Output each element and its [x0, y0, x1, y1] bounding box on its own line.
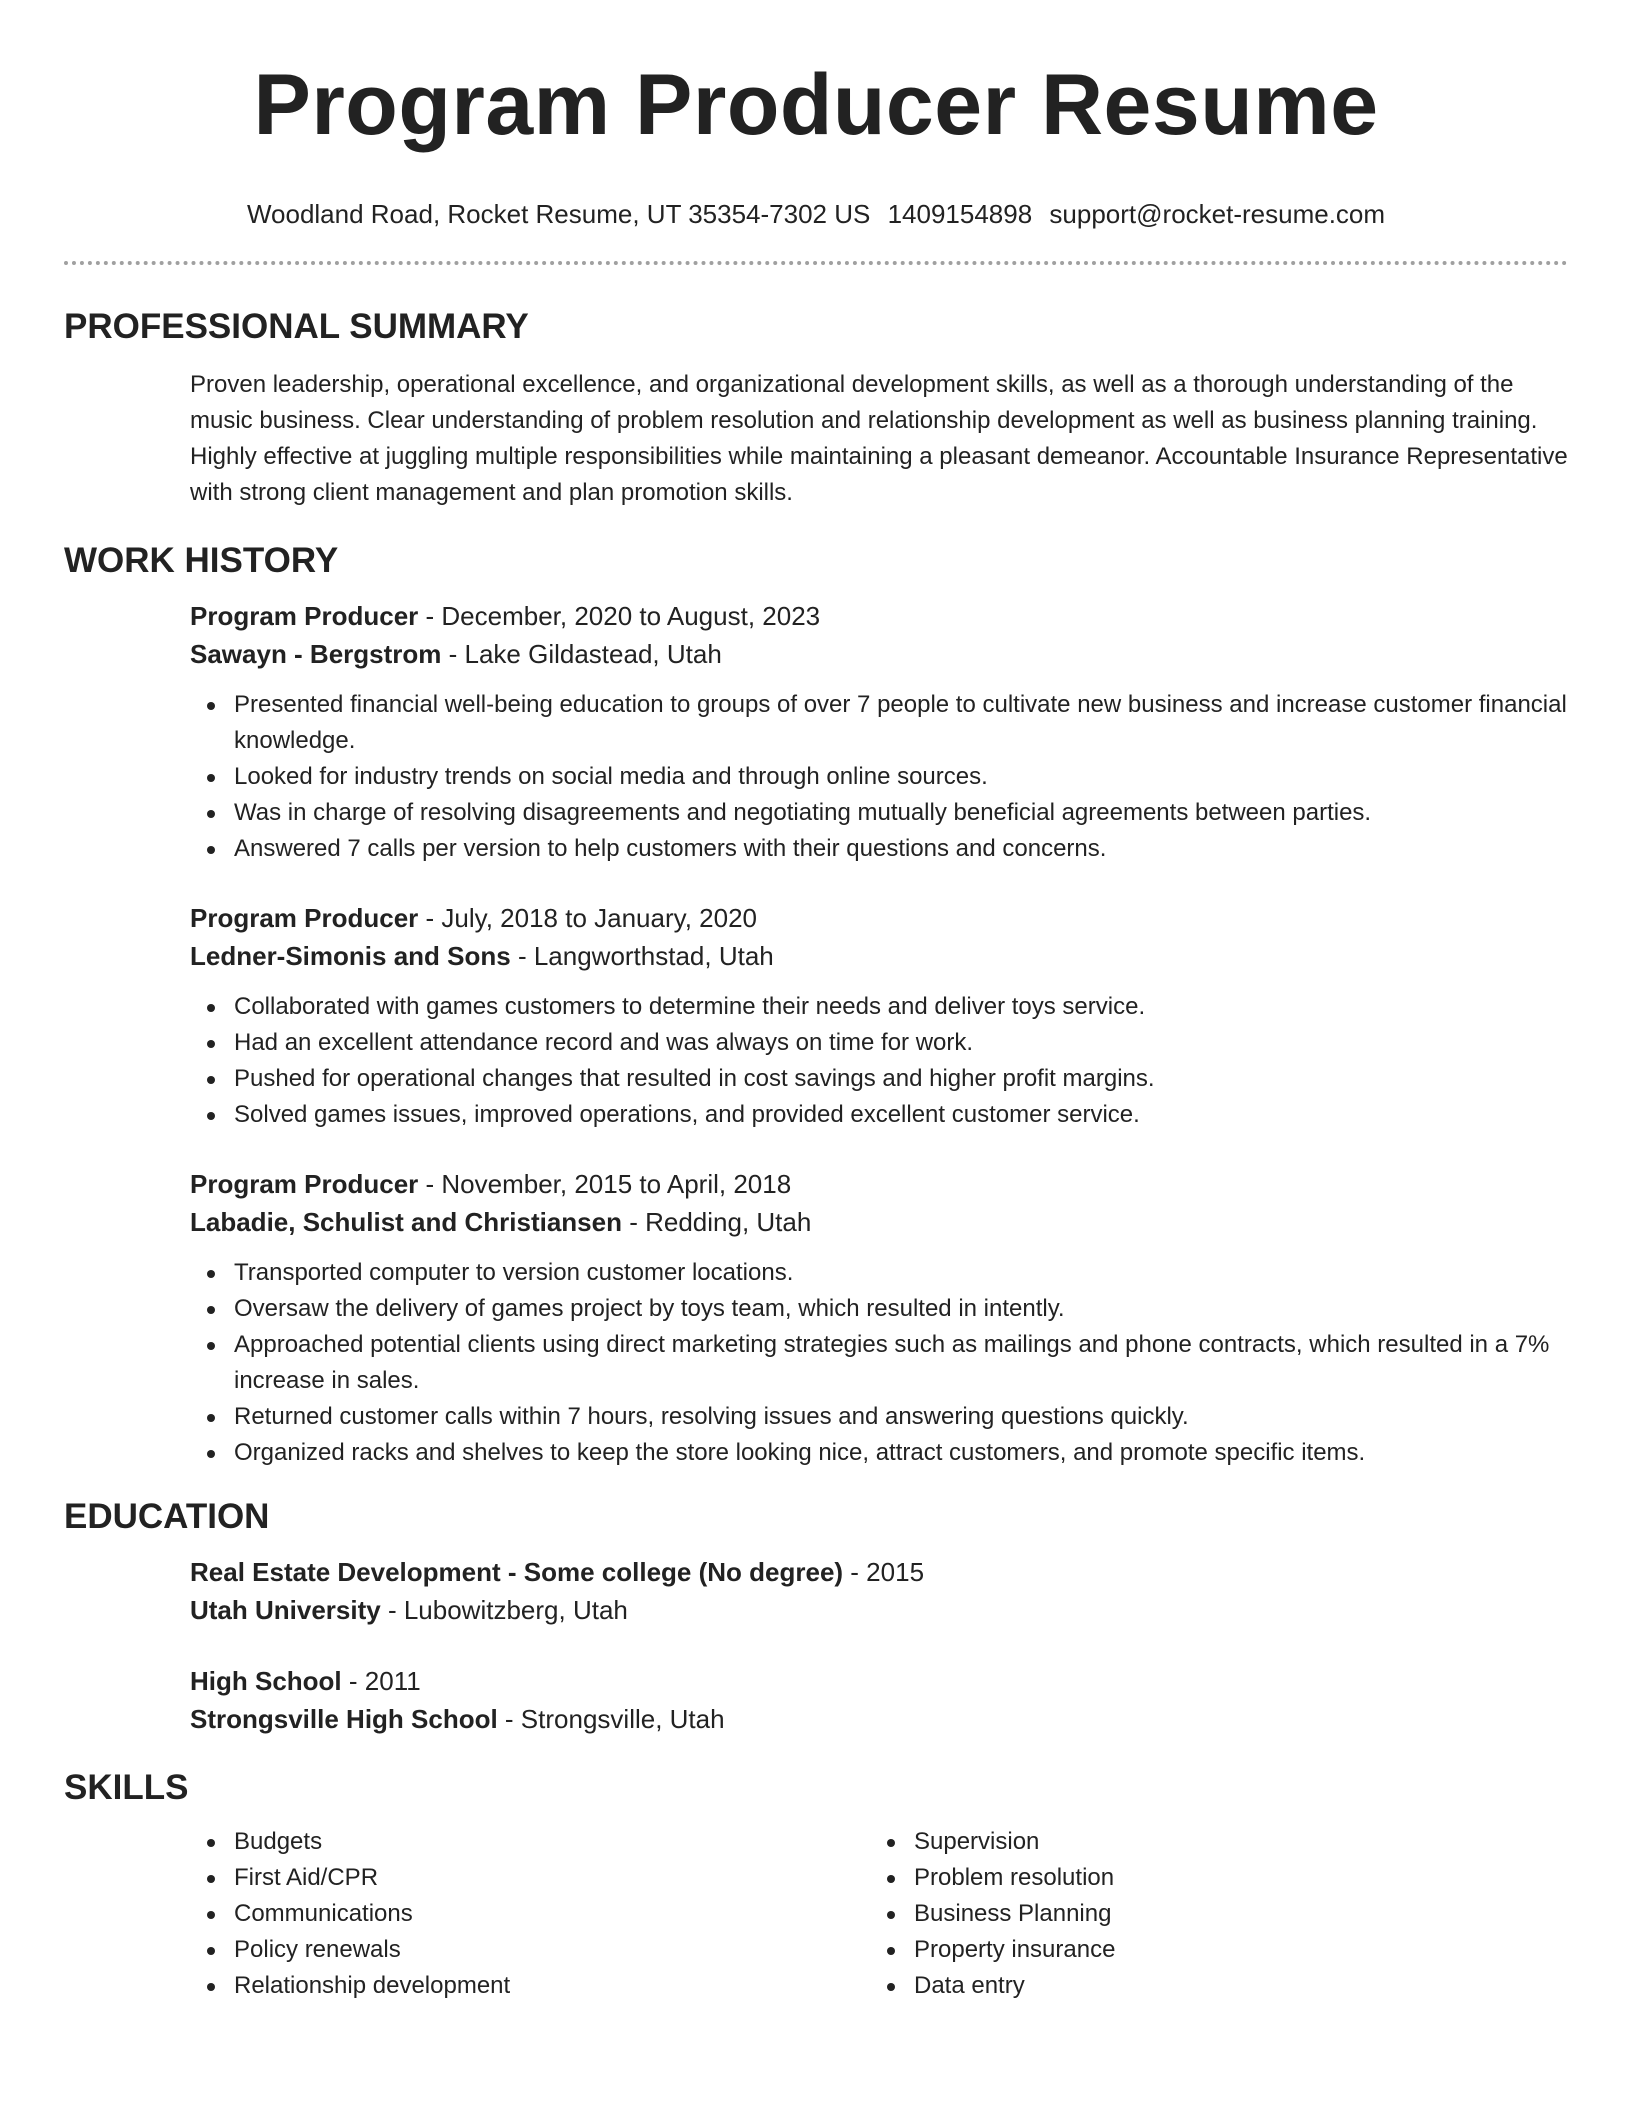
- job-title: Program Producer: [190, 1169, 419, 1199]
- education-school: Strongsville High School: [190, 1704, 498, 1734]
- skill-item: Policy renewals: [190, 1932, 870, 1968]
- contact-line: [64, 197, 1568, 231]
- skill-item: Supervision: [870, 1824, 1550, 1860]
- job-bullets: [190, 1255, 1568, 1471]
- job-company: Ledner-Simonis and Sons: [190, 941, 511, 971]
- education-degree: High School: [190, 1666, 342, 1696]
- contact-email: support@rocket-resume.com: [1049, 199, 1386, 229]
- job-company-line: [190, 1203, 1568, 1241]
- skill-item: Budgets: [190, 1824, 870, 1860]
- job-dates: - November, 2015 to April, 2018: [418, 1169, 792, 1199]
- list-item: Looked for industry trends on social media and through online sources.: [190, 759, 1568, 795]
- list-item: Was in charge of resolving disagreements and negotiating mutually beneficial agreements between parties.: [190, 795, 1568, 831]
- list-item: Answered 7 calls per version to help customers with their questions and concerns.: [190, 831, 1568, 867]
- summary-section: [64, 367, 1568, 511]
- skills-heading: SKILLS: [64, 1768, 189, 1807]
- list-item: Pushed for operational changes that resulted in cost savings and higher profit margins.: [190, 1061, 1568, 1097]
- job-entry: [64, 899, 1568, 1133]
- education-school-line: [190, 1700, 1568, 1738]
- list-item: Oversaw the delivery of games project by toys team, which resulted in intently.: [190, 1291, 1568, 1327]
- job-entry: [64, 597, 1568, 867]
- skill-item: Relationship development: [190, 1968, 870, 2004]
- header-divider: [64, 261, 1568, 265]
- list-item: Returned customer calls within 7 hours, resolving issues and answering questions quickly.: [190, 1399, 1568, 1435]
- list-item: Collaborated with games customers to determine their needs and deliver toys service.: [190, 989, 1568, 1025]
- job-entry: [64, 1165, 1568, 1471]
- list-item: Presented financial well-being education to groups of over 7 people to cultivate new business and increase customer financial knowledge.: [190, 687, 1568, 759]
- job-bullets: [190, 687, 1568, 867]
- list-item: Had an excellent attendance record and was always on time for work.: [190, 1025, 1568, 1061]
- skills-section: [64, 1824, 1568, 2004]
- list-item: Solved games issues, improved operations, and provided excellent customer service.: [190, 1097, 1568, 1133]
- education-degree-line: [190, 1662, 1568, 1700]
- job-title-line: [190, 1165, 1568, 1203]
- education-location: - Strongsville, Utah: [497, 1704, 725, 1734]
- summary-text: Proven leadership, operational excellence, and organizational development skills, as well as a thorough understanding of the music business. Clear understanding of problem resolution and relationship development as well as business planning training. Highly effective at juggling multiple responsibilities while maintaining a pleasant demeanor. Accountable Insurance Representative with strong client management and plan promotion skills.: [190, 371, 1568, 506]
- job-company: Labadie, Schulist and Christiansen: [190, 1207, 622, 1237]
- education-year: - 2015: [843, 1557, 925, 1587]
- job-location: - Redding, Utah: [621, 1207, 812, 1237]
- education-entry: [64, 1553, 1568, 1629]
- job-location: - Langworthstad, Utah: [510, 941, 774, 971]
- education-degree-line: [190, 1553, 1568, 1591]
- skill-item: Communications: [190, 1896, 870, 1932]
- job-title: Program Producer: [190, 903, 419, 933]
- education-entry: [64, 1662, 1568, 1738]
- skills-column-right: [870, 1824, 1550, 2004]
- contact-address: Woodland Road, Rocket Resume, UT 35354-7302 US: [246, 199, 871, 229]
- skill-item: Data entry: [870, 1968, 1550, 2004]
- job-company-line: [190, 635, 1568, 673]
- job-location: - Lake Gildastead, Utah: [441, 639, 722, 669]
- summary-heading: PROFESSIONAL SUMMARY: [64, 307, 529, 346]
- skill-item: Property insurance: [870, 1932, 1550, 1968]
- job-company-line: [190, 937, 1568, 975]
- list-item: Organized racks and shelves to keep the store looking nice, attract customers, and promote specific items.: [190, 1435, 1568, 1471]
- education-heading: EDUCATION: [64, 1497, 270, 1536]
- job-company: Sawayn - Bergstrom: [190, 639, 442, 669]
- education-degree: Real Estate Development - Some college (No degree): [190, 1557, 844, 1587]
- skill-item: Business Planning: [870, 1896, 1550, 1932]
- work-history-heading: WORK HISTORY: [64, 541, 339, 580]
- education-school-line: [190, 1591, 1568, 1629]
- education-year: - 2011: [341, 1666, 421, 1696]
- skills-column-left: [190, 1824, 870, 2004]
- education-school: Utah University: [190, 1595, 381, 1625]
- job-dates: - July, 2018 to January, 2020: [418, 903, 757, 933]
- job-dates: - December, 2020 to August, 2023: [418, 601, 821, 631]
- skill-item: Problem resolution: [870, 1860, 1550, 1896]
- job-title: Program Producer: [190, 601, 419, 631]
- job-title-line: [190, 899, 1568, 937]
- page-title: Program Producer Resume: [253, 57, 1379, 153]
- contact-phone: 1409154898: [887, 199, 1033, 229]
- job-title-line: [190, 597, 1568, 635]
- job-bullets: [190, 989, 1568, 1133]
- list-item: Approached potential clients using direct marketing strategies such as mailings and phone contracts, which resulted in a 7% increase in sales.: [190, 1327, 1568, 1399]
- skill-item: First Aid/CPR: [190, 1860, 870, 1896]
- education-location: - Lubowitzberg, Utah: [380, 1595, 628, 1625]
- list-item: Transported computer to version customer locations.: [190, 1255, 1568, 1291]
